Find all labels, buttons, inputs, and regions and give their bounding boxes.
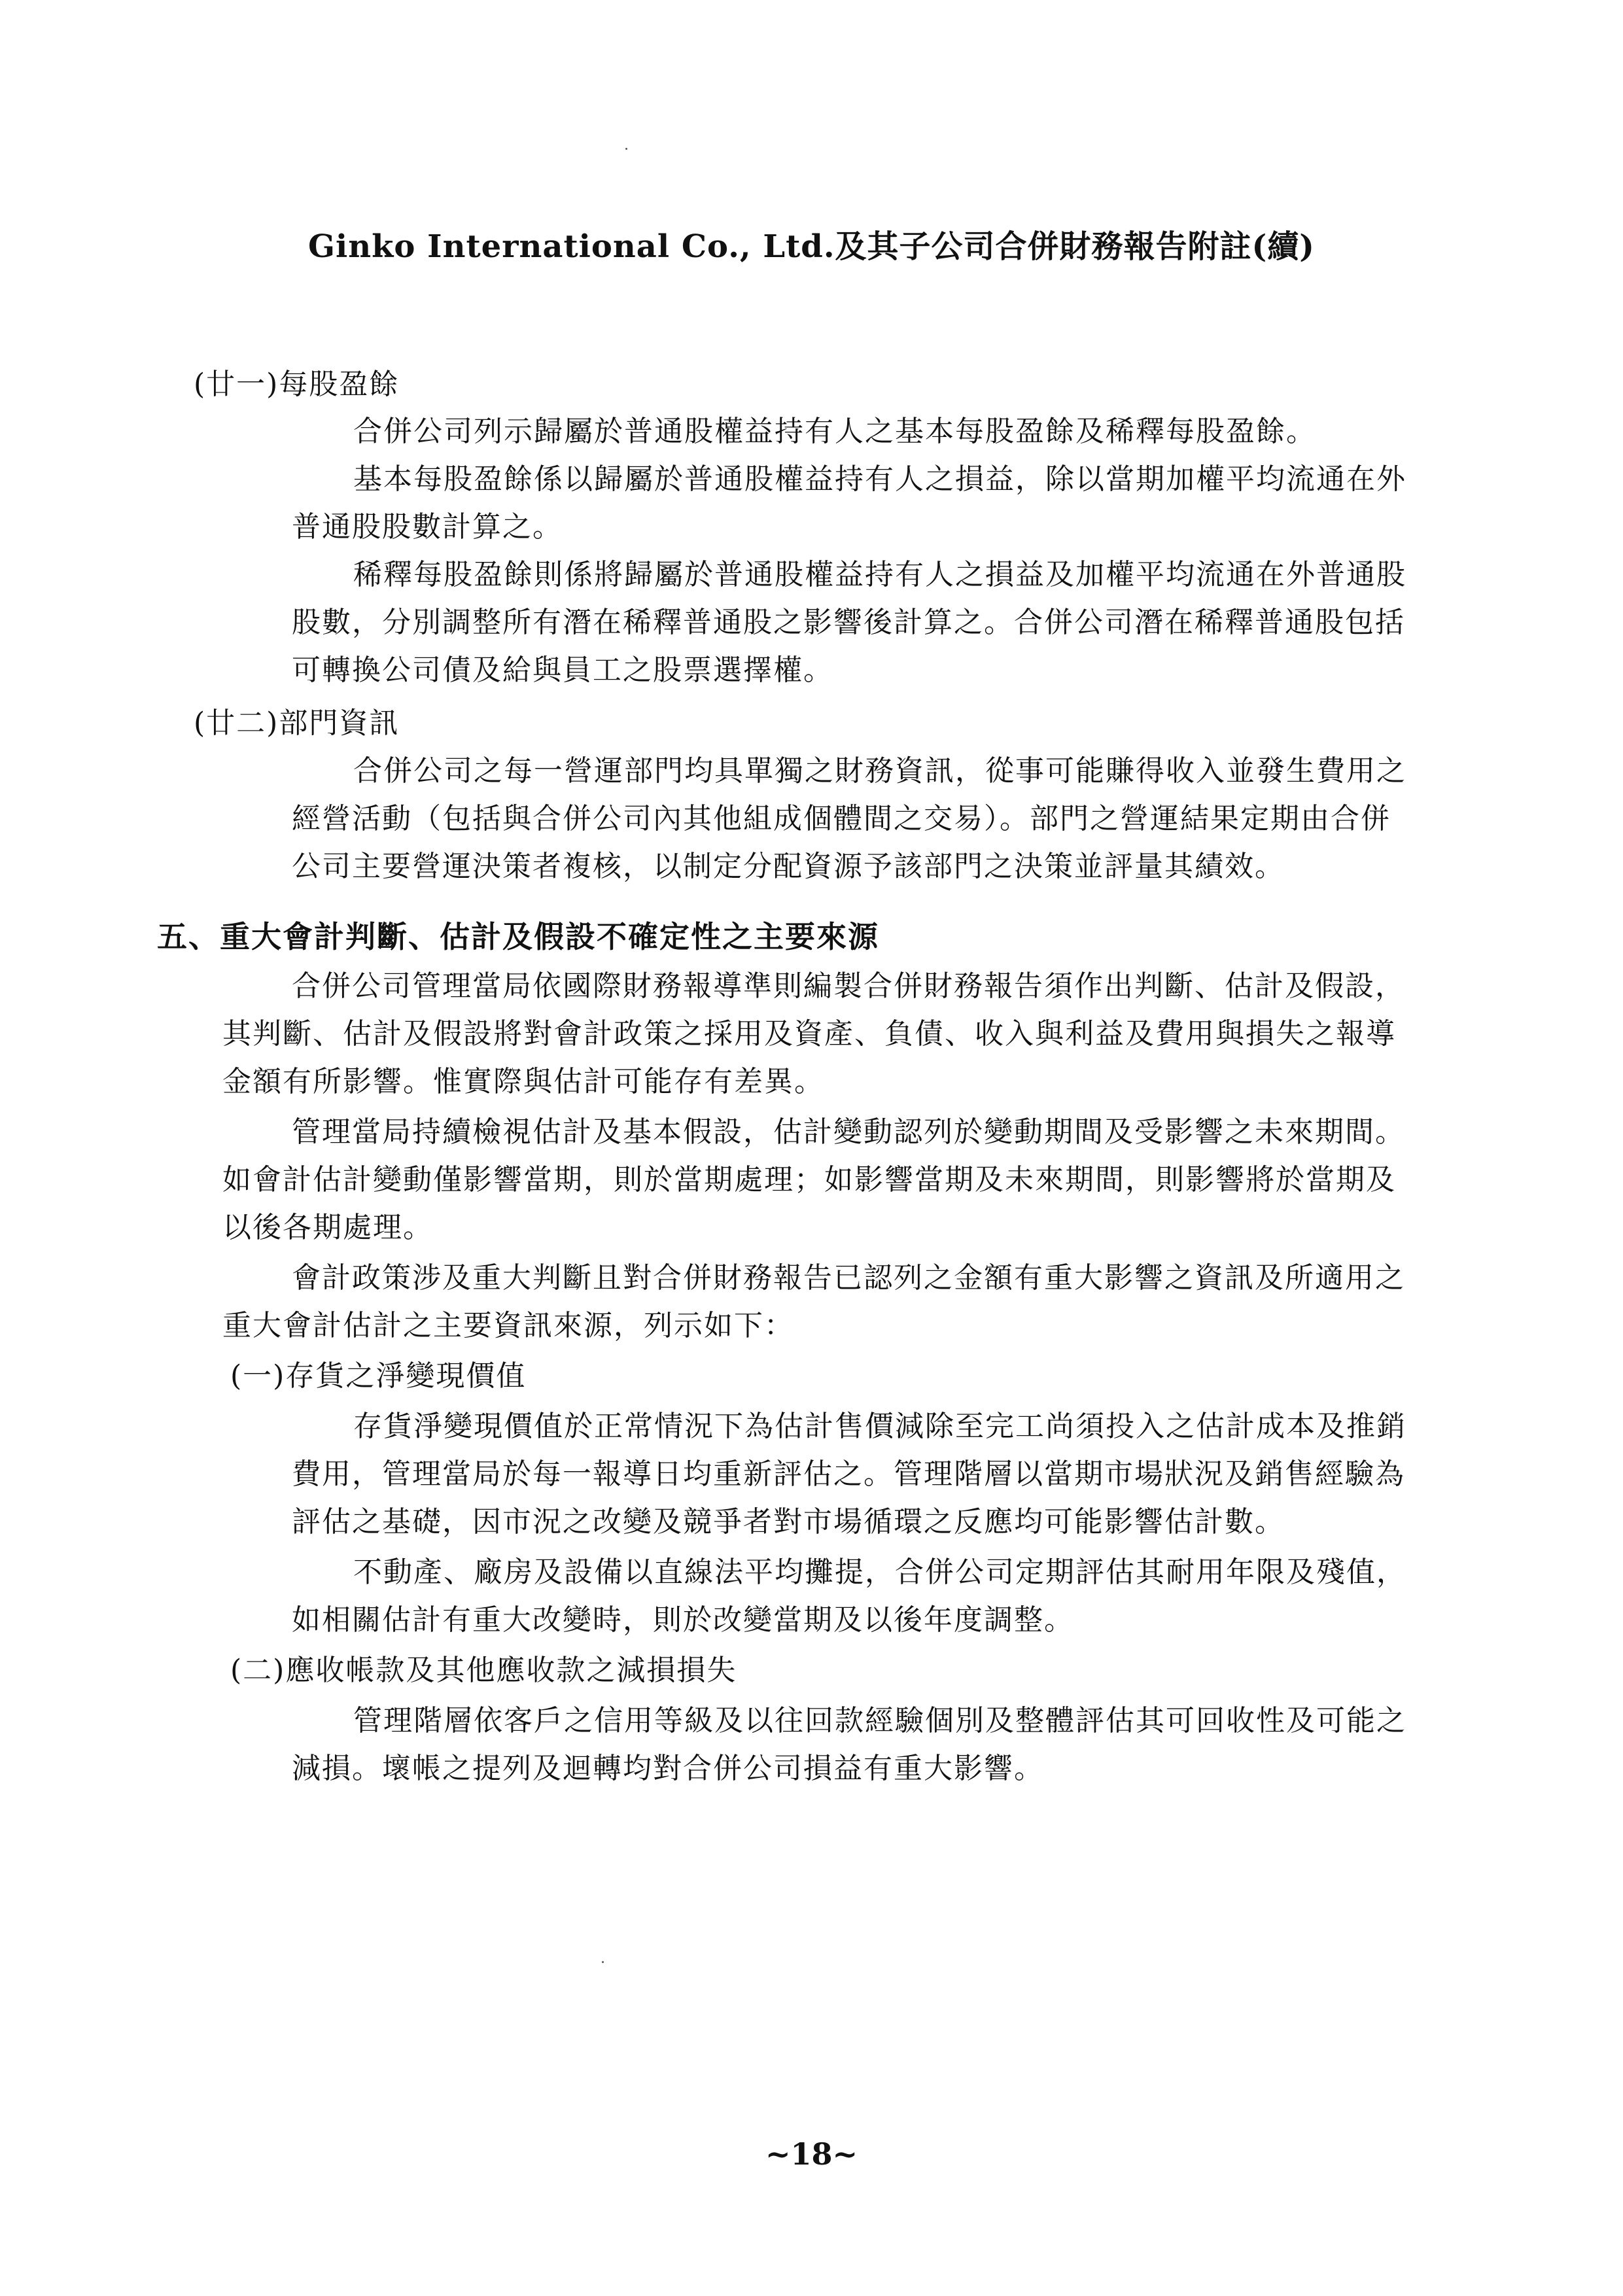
paragraph-line: 基本每股盈餘係以歸屬於普通股權益持有人之損益，除以當期加權平均流通在外 xyxy=(353,462,1406,496)
paragraph-line: 普通股股數計算之。 xyxy=(292,510,563,544)
paragraph-line: 不動產、廠房及設備以直線法平均攤提，合併公司定期評估其耐用年限及殘值， xyxy=(353,1556,1406,1589)
paragraph-line: 費用，管理當局於每一報導日均重新評估之。管理階層以當期市場狀況及銷售經驗為 xyxy=(292,1457,1405,1491)
paragraph-line: 管理階層依客戶之信用等級及以往回款經驗個別及整體評估其可回收性及可能之 xyxy=(353,1704,1406,1737)
page-number: ~18~ xyxy=(765,2136,858,2172)
section-heading-receivables-impairment: (二)應收帳款及其他應收款之減損損失 xyxy=(230,1654,737,1687)
paragraph-line: 減損。壞帳之提列及迴轉均對合併公司損益有重大影響。 xyxy=(292,1752,1044,1785)
paragraph-line: 會計政策涉及重大判斷且對合併財務報告已認列之金額有重大影響之資訊及所適用之 xyxy=(292,1261,1405,1295)
section-heading-inventory: (一)存貨之淨變現價值 xyxy=(230,1359,527,1393)
paragraph-line: 管理當局持續檢視估計及基本假設，估計變動認列於變動期間及受影響之未來期間。 xyxy=(292,1115,1405,1149)
paragraph-line: 公司主要營運決策者複核，以制定分配資源予該部門之決策並評量其績效。 xyxy=(292,850,1285,883)
paragraph-line: 評估之基礎，因市況之改變及競爭者對市場循環之反應均可能影響估計數。 xyxy=(292,1505,1285,1539)
paragraph-line: 股數，分別調整所有潛在稀釋普通股之影響後計算之。合併公司潛在稀釋普通股包括 xyxy=(292,606,1405,639)
paragraph-line: 可轉換公司債及給與員工之股票選擇權。 xyxy=(292,653,833,687)
paragraph-line: 合併公司列示歸屬於普通股權益持有人之基本每股盈餘及稀釋每股盈餘。 xyxy=(353,415,1316,448)
paragraph-line: 以後各期處理。 xyxy=(222,1211,433,1244)
paragraph-line: 合併公司管理當局依國際財務報導準則編製合併財務報告須作出判斷、估計及假設， xyxy=(292,969,1405,1003)
scan-speck-bottom xyxy=(602,1961,604,1963)
section-heading-eps: (廿一)每股盈餘 xyxy=(194,368,400,401)
paragraph-line: 其判斷、估計及假設將對會計政策之採用及資產、負債、收入與利益及費用與損失之報導 xyxy=(222,1017,1396,1051)
paragraph-line: 金額有所影響。惟實際與估計可能存有差異。 xyxy=(222,1065,824,1098)
section-heading-critical-estimates: 五、重大會計判斷、估計及假設不確定性之主要來源 xyxy=(157,919,879,954)
paragraph-line: 經營活動（包括與合併公司內其他組成個體間之交易）。部門之營運結果定期由合併 xyxy=(292,802,1391,835)
page-title: Ginko International Co., Ltd.及其子公司合併財務報告附註(續) xyxy=(308,228,1315,265)
scan-speck-top xyxy=(625,148,627,150)
paragraph-line: 稀釋每股盈餘則係將歸屬於普通股權益持有人之損益及加權平均流通在外普通股 xyxy=(353,558,1406,591)
section-heading-segment: (廿二)部門資訊 xyxy=(194,706,400,740)
paragraph-line: 存貨淨變現價值於正常情況下為估計售價減除至完工尚須投入之估計成本及推銷 xyxy=(353,1410,1406,1443)
paragraph-line: 如會計估計變動僅影響當期，則於當期處理；如影響當期及未來期間，則影響將於當期及 xyxy=(222,1163,1396,1196)
paragraph-line: 合併公司之每一營運部門均具單獨之財務資訊，從事可能賺得收入並發生費用之 xyxy=(353,754,1406,788)
paragraph-line: 如相關估計有重大改變時，則於改變當期及以後年度調整。 xyxy=(292,1603,1074,1637)
paragraph-line: 重大會計估計之主要資訊來源，列示如下： xyxy=(222,1309,794,1342)
